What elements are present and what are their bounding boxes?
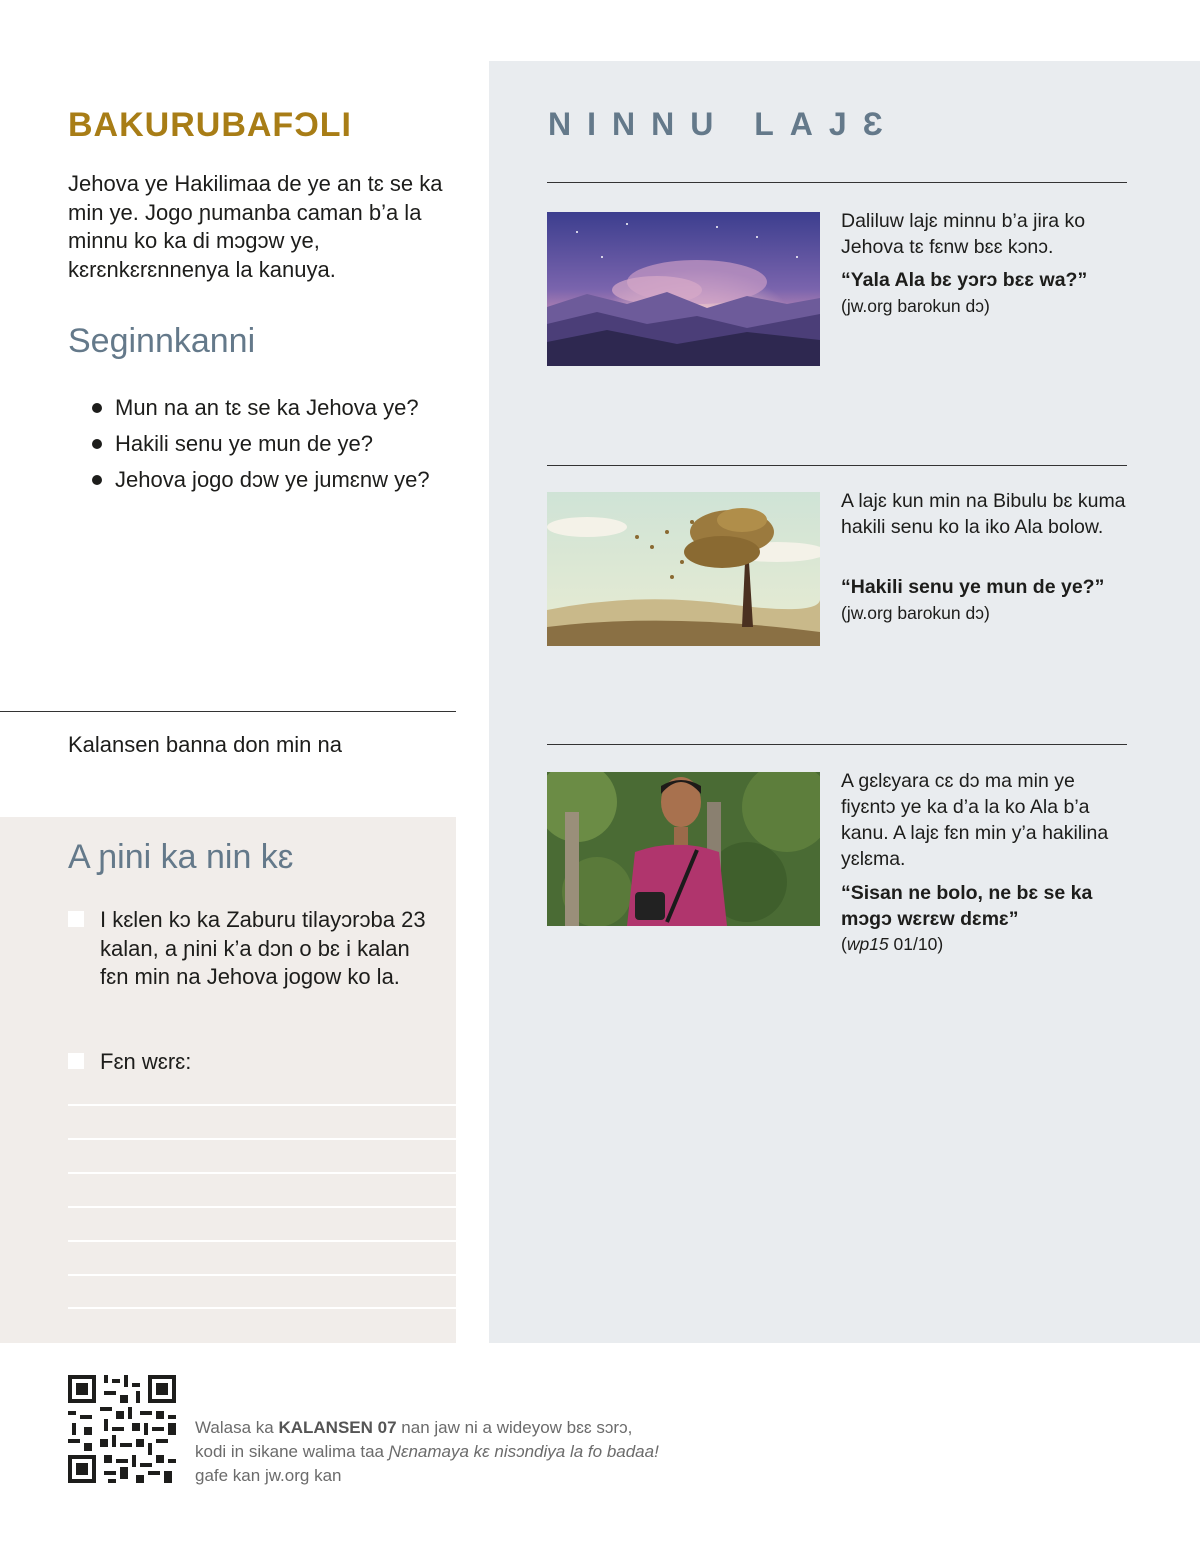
night-sky-image[interactable] <box>547 212 820 366</box>
bullet-icon <box>92 403 102 413</box>
list-item: Hakili senu ye mun de ye? <box>92 426 430 462</box>
divider <box>547 182 1127 183</box>
bullet-icon <box>92 475 102 485</box>
task-item <box>68 1048 191 1077</box>
item-description: A gɛlɛyara cɛ dɔ ma min ye fiyɛntɔ ye ka d’a la ko Ala b’a kanu. A lajɛ fɛn min y’a hakilina yɛlɛma. <box>841 770 1109 870</box>
task-title: A ɲini ka nin kɛ <box>68 838 294 876</box>
item-source: (jw.org barokun dɔ) <box>841 296 990 316</box>
item-title-link[interactable]: “Yala Ala bɛ yɔrɔ bɛɛ wa?” <box>841 269 1088 291</box>
task-item-text: I kɛlen kɔ ka Zaburu tilayɔrɔba 23 kalan, a ɲini k’a dɔn o bɛ i kalan fɛn min na Jehova jogow ko la. <box>100 907 426 989</box>
divider <box>547 465 1127 466</box>
tree-image[interactable] <box>547 492 820 646</box>
item-title-link[interactable]: “Sisan ne bolo, ne bɛ se ka mɔgɔ wɛrɛw dɛmɛ” <box>841 882 1093 930</box>
writing-line[interactable] <box>68 1307 456 1309</box>
questions-title: Seginnkanni <box>68 322 256 360</box>
questions-list <box>92 390 430 498</box>
item-description: Daliluw lajɛ minnu b’a jira ko Jehova tɛ fɛnw bɛɛ kɔnɔ. <box>841 210 1086 258</box>
list-item: Mun na an tɛ se ka Jehova ye? <box>92 390 430 426</box>
writing-line[interactable] <box>68 1274 456 1276</box>
task-checkbox[interactable] <box>68 1053 84 1069</box>
task-checkbox[interactable] <box>68 911 84 927</box>
divider <box>0 711 456 712</box>
item-source: (jw.org barokun dɔ) <box>841 603 990 623</box>
list-item: Jehova jogo dɔw ye jumɛnw ye? <box>92 462 430 498</box>
writing-line[interactable] <box>68 1138 456 1140</box>
writing-line[interactable] <box>68 1172 456 1174</box>
bullet-icon <box>92 439 102 449</box>
writing-line[interactable] <box>68 1104 456 1106</box>
writing-line[interactable] <box>68 1240 456 1242</box>
qr-code-icon[interactable] <box>68 1375 176 1483</box>
completed-date-label: Kalansen banna don min na <box>68 732 342 757</box>
item-title-link[interactable]: “Hakili senu ye mun de ye?” <box>841 576 1105 598</box>
task-item-text: Fɛn wɛrɛ: <box>100 1049 192 1074</box>
divider <box>547 744 1127 745</box>
item-source: (wp15 01/10) <box>841 934 944 954</box>
explore-title: NINNU LAJƐ <box>548 106 899 142</box>
task-item <box>68 906 428 992</box>
man-photo[interactable] <box>547 772 820 926</box>
summary-title: BAKURUBAFƆLI <box>68 106 352 144</box>
task-panel <box>0 817 456 1343</box>
writing-line[interactable] <box>68 1206 456 1208</box>
item-description: A lajɛ kun min na Bibulu bɛ kuma hakili senu ko la iko Ala bolow. <box>841 490 1126 538</box>
footer-text: Walasa ka KALANSEN 07 nan jaw ni a wideyow bɛɛ sɔrɔ, kodi in sikane walima taa Ɲɛnamaya kɛ nisɔndiya la fo badaa! gafe kan jw.org kan <box>195 1418 659 1485</box>
summary-text: Jehova ye Hakilimaa de ye an tɛ se ka min ye. Jogo ɲumanba caman b’a la minnu ko ka di mɔgɔw ye, kɛrɛnkɛrɛnnenya la kanuya. <box>68 171 443 282</box>
